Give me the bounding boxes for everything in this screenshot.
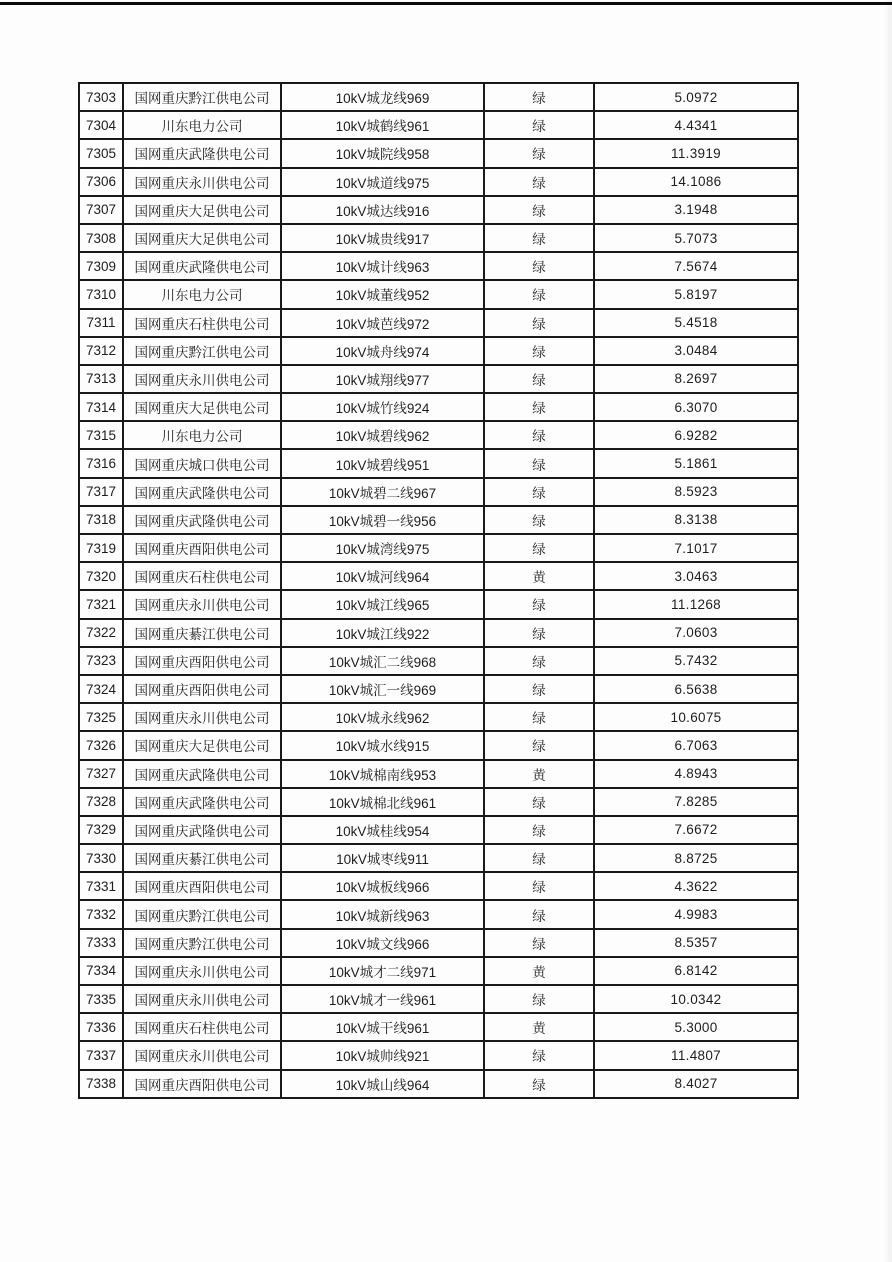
line-name-cell: 10kV城道线975	[281, 168, 484, 196]
company-cell: 国网重庆武隆供电公司	[123, 506, 281, 534]
metric-value-cell: 8.2697	[594, 365, 798, 393]
status-flag-cell: 绿	[484, 421, 594, 449]
table-row	[79, 929, 798, 957]
row-number-cell: 7336	[79, 1013, 123, 1041]
line-name-cell: 10kV城江线965	[281, 590, 484, 618]
status-flag-cell: 绿	[484, 111, 594, 139]
status-flag-cell: 绿	[484, 788, 594, 816]
row-number-cell: 7338	[79, 1070, 123, 1098]
line-name-cell: 10kV城芭线972	[281, 309, 484, 337]
company-cell: 国网重庆綦江供电公司	[123, 844, 281, 872]
table-body	[79, 83, 798, 1098]
table-row	[79, 957, 798, 985]
metric-value-cell: 8.8725	[594, 844, 798, 872]
status-flag-cell: 绿	[484, 675, 594, 703]
company-cell: 国网重庆永川供电公司	[123, 168, 281, 196]
table-row	[79, 1041, 798, 1069]
row-number-cell: 7309	[79, 252, 123, 280]
row-number-cell: 7312	[79, 337, 123, 365]
line-name-cell: 10kV城翔线977	[281, 365, 484, 393]
table-row	[79, 252, 798, 280]
table-row	[79, 111, 798, 139]
metric-value-cell: 3.0484	[594, 337, 798, 365]
metric-value-cell: 7.6672	[594, 816, 798, 844]
table-row	[79, 139, 798, 167]
line-name-cell: 10kV城龙线969	[281, 83, 484, 111]
status-flag-cell: 绿	[484, 83, 594, 111]
metric-value-cell: 3.1948	[594, 196, 798, 224]
metric-value-cell: 5.7432	[594, 647, 798, 675]
company-cell: 川东电力公司	[123, 111, 281, 139]
row-number-cell: 7313	[79, 365, 123, 393]
row-number-cell: 7307	[79, 196, 123, 224]
status-flag-cell: 绿	[484, 1041, 594, 1069]
table-row	[79, 760, 798, 788]
line-name-cell: 10kV城棉南线953	[281, 760, 484, 788]
status-flag-cell: 绿	[484, 224, 594, 252]
status-flag-cell: 黄	[484, 760, 594, 788]
row-number-cell: 7306	[79, 168, 123, 196]
line-name-cell: 10kV城永线962	[281, 703, 484, 731]
company-cell: 国网重庆永川供电公司	[123, 1041, 281, 1069]
row-number-cell: 7324	[79, 675, 123, 703]
table-row	[79, 590, 798, 618]
line-name-cell: 10kV城董线952	[281, 280, 484, 308]
table-row	[79, 506, 798, 534]
line-name-cell: 10kV城板线966	[281, 872, 484, 900]
scan-edge-shade	[884, 0, 892, 1262]
line-name-cell: 10kV城碧线962	[281, 421, 484, 449]
metric-value-cell: 10.6075	[594, 703, 798, 731]
company-cell: 国网重庆石柱供电公司	[123, 1013, 281, 1041]
company-cell: 国网重庆大足供电公司	[123, 224, 281, 252]
table-row	[79, 280, 798, 308]
status-flag-cell: 绿	[484, 703, 594, 731]
status-flag-cell: 绿	[484, 252, 594, 280]
row-number-cell: 7320	[79, 562, 123, 590]
table-row	[79, 562, 798, 590]
row-number-cell: 7321	[79, 590, 123, 618]
company-cell: 国网重庆武隆供电公司	[123, 478, 281, 506]
company-cell: 国网重庆大足供电公司	[123, 196, 281, 224]
status-flag-cell: 绿	[484, 139, 594, 167]
line-name-cell: 10kV城新线963	[281, 900, 484, 928]
line-name-cell: 10kV城碧线951	[281, 449, 484, 477]
line-name-cell: 10kV城山线964	[281, 1070, 484, 1098]
company-cell: 国网重庆永川供电公司	[123, 590, 281, 618]
company-cell: 国网重庆永川供电公司	[123, 703, 281, 731]
company-cell: 国网重庆酉阳供电公司	[123, 534, 281, 562]
line-name-cell: 10kV城湾线975	[281, 534, 484, 562]
row-number-cell: 7325	[79, 703, 123, 731]
table-row	[79, 83, 798, 111]
company-cell: 国网重庆石柱供电公司	[123, 562, 281, 590]
metric-value-cell: 7.0603	[594, 619, 798, 647]
company-cell: 国网重庆大足供电公司	[123, 731, 281, 759]
row-number-cell: 7333	[79, 929, 123, 957]
table-row	[79, 196, 798, 224]
line-name-cell: 10kV城文线966	[281, 929, 484, 957]
company-cell: 国网重庆城口供电公司	[123, 449, 281, 477]
metric-value-cell: 5.0972	[594, 83, 798, 111]
table-row	[79, 731, 798, 759]
line-name-cell: 10kV城棉北线961	[281, 788, 484, 816]
table-row	[79, 619, 798, 647]
table-row	[79, 647, 798, 675]
company-cell: 国网重庆黔江供电公司	[123, 83, 281, 111]
row-number-cell: 7331	[79, 872, 123, 900]
status-flag-cell: 绿	[484, 478, 594, 506]
metric-value-cell: 8.4027	[594, 1070, 798, 1098]
metric-value-cell: 8.5357	[594, 929, 798, 957]
status-flag-cell: 绿	[484, 365, 594, 393]
line-name-cell: 10kV城舟线974	[281, 337, 484, 365]
row-number-cell: 7332	[79, 900, 123, 928]
status-flag-cell: 绿	[484, 1070, 594, 1098]
metric-value-cell: 8.3138	[594, 506, 798, 534]
power-line-table	[78, 82, 799, 1099]
table-row	[79, 168, 798, 196]
row-number-cell: 7315	[79, 421, 123, 449]
status-flag-cell: 绿	[484, 280, 594, 308]
company-cell: 国网重庆黔江供电公司	[123, 337, 281, 365]
line-name-cell: 10kV城河线964	[281, 562, 484, 590]
company-cell: 国网重庆永川供电公司	[123, 957, 281, 985]
table-row	[79, 309, 798, 337]
line-name-cell: 10kV城才二线971	[281, 957, 484, 985]
company-cell: 国网重庆綦江供电公司	[123, 619, 281, 647]
row-number-cell: 7318	[79, 506, 123, 534]
metric-value-cell: 6.5638	[594, 675, 798, 703]
status-flag-cell: 绿	[484, 872, 594, 900]
metric-value-cell: 6.8142	[594, 957, 798, 985]
line-name-cell: 10kV城枣线911	[281, 844, 484, 872]
status-flag-cell: 黄	[484, 1013, 594, 1041]
table-row	[79, 703, 798, 731]
row-number-cell: 7308	[79, 224, 123, 252]
status-flag-cell: 绿	[484, 196, 594, 224]
metric-value-cell: 4.9983	[594, 900, 798, 928]
row-number-cell: 7317	[79, 478, 123, 506]
table-row	[79, 534, 798, 562]
status-flag-cell: 绿	[484, 590, 594, 618]
line-name-cell: 10kV城江线922	[281, 619, 484, 647]
metric-value-cell: 4.8943	[594, 760, 798, 788]
table-row	[79, 393, 798, 421]
metric-value-cell: 10.0342	[594, 985, 798, 1013]
status-flag-cell: 绿	[484, 844, 594, 872]
table-row	[79, 337, 798, 365]
table-row	[79, 365, 798, 393]
line-name-cell: 10kV城桂线954	[281, 816, 484, 844]
status-flag-cell: 绿	[484, 168, 594, 196]
table-row	[79, 421, 798, 449]
status-flag-cell: 绿	[484, 929, 594, 957]
metric-value-cell: 11.3919	[594, 139, 798, 167]
row-number-cell: 7329	[79, 816, 123, 844]
table-row	[79, 449, 798, 477]
metric-value-cell: 6.7063	[594, 731, 798, 759]
row-number-cell: 7323	[79, 647, 123, 675]
table-row	[79, 478, 798, 506]
metric-value-cell: 5.7073	[594, 224, 798, 252]
line-name-cell: 10kV城达线916	[281, 196, 484, 224]
scan-edge-line	[0, 2, 892, 5]
table-row	[79, 1013, 798, 1041]
company-cell: 国网重庆黔江供电公司	[123, 929, 281, 957]
status-flag-cell: 绿	[484, 534, 594, 562]
metric-value-cell: 3.0463	[594, 562, 798, 590]
status-flag-cell: 绿	[484, 647, 594, 675]
line-name-cell: 10kV城竹线924	[281, 393, 484, 421]
line-name-cell: 10kV城干线961	[281, 1013, 484, 1041]
row-number-cell: 7304	[79, 111, 123, 139]
metric-value-cell: 14.1086	[594, 168, 798, 196]
line-name-cell: 10kV城鹤线961	[281, 111, 484, 139]
row-number-cell: 7327	[79, 760, 123, 788]
table-row	[79, 788, 798, 816]
line-name-cell: 10kV城碧一线956	[281, 506, 484, 534]
row-number-cell: 7337	[79, 1041, 123, 1069]
company-cell: 国网重庆武隆供电公司	[123, 760, 281, 788]
metric-value-cell: 7.8285	[594, 788, 798, 816]
table-row	[79, 985, 798, 1013]
line-name-cell: 10kV城水线915	[281, 731, 484, 759]
metric-value-cell: 6.9282	[594, 421, 798, 449]
table-row	[79, 816, 798, 844]
status-flag-cell: 绿	[484, 449, 594, 477]
table-row	[79, 844, 798, 872]
row-number-cell: 7305	[79, 139, 123, 167]
line-name-cell: 10kV城汇一线969	[281, 675, 484, 703]
metric-value-cell: 8.5923	[594, 478, 798, 506]
company-cell: 国网重庆武隆供电公司	[123, 252, 281, 280]
company-cell: 国网重庆武隆供电公司	[123, 788, 281, 816]
line-name-cell: 10kV城才一线961	[281, 985, 484, 1013]
company-cell: 国网重庆永川供电公司	[123, 985, 281, 1013]
line-name-cell: 10kV城帅线921	[281, 1041, 484, 1069]
line-name-cell: 10kV城汇二线968	[281, 647, 484, 675]
company-cell: 国网重庆酉阳供电公司	[123, 872, 281, 900]
status-flag-cell: 绿	[484, 619, 594, 647]
company-cell: 川东电力公司	[123, 421, 281, 449]
metric-value-cell: 5.4518	[594, 309, 798, 337]
metric-value-cell: 11.1268	[594, 590, 798, 618]
metric-value-cell: 4.4341	[594, 111, 798, 139]
row-number-cell: 7303	[79, 83, 123, 111]
line-name-cell: 10kV城贵线917	[281, 224, 484, 252]
table-row	[79, 900, 798, 928]
metric-value-cell: 6.3070	[594, 393, 798, 421]
status-flag-cell: 绿	[484, 816, 594, 844]
company-cell: 国网重庆永川供电公司	[123, 365, 281, 393]
company-cell: 国网重庆石柱供电公司	[123, 309, 281, 337]
status-flag-cell: 绿	[484, 985, 594, 1013]
row-number-cell: 7335	[79, 985, 123, 1013]
table-row	[79, 872, 798, 900]
table-row	[79, 675, 798, 703]
status-flag-cell: 绿	[484, 393, 594, 421]
metric-value-cell: 7.1017	[594, 534, 798, 562]
table-row	[79, 224, 798, 252]
row-number-cell: 7319	[79, 534, 123, 562]
row-number-cell: 7326	[79, 731, 123, 759]
line-name-cell: 10kV城计线963	[281, 252, 484, 280]
company-cell: 国网重庆酉阳供电公司	[123, 675, 281, 703]
row-number-cell: 7314	[79, 393, 123, 421]
metric-value-cell: 5.8197	[594, 280, 798, 308]
company-cell: 国网重庆武隆供电公司	[123, 816, 281, 844]
line-name-cell: 10kV城碧二线967	[281, 478, 484, 506]
table-row	[79, 1070, 798, 1098]
metric-value-cell: 4.3622	[594, 872, 798, 900]
company-cell: 国网重庆武隆供电公司	[123, 139, 281, 167]
company-cell: 国网重庆大足供电公司	[123, 393, 281, 421]
row-number-cell: 7330	[79, 844, 123, 872]
row-number-cell: 7310	[79, 280, 123, 308]
company-cell: 国网重庆酉阳供电公司	[123, 1070, 281, 1098]
status-flag-cell: 绿	[484, 506, 594, 534]
metric-value-cell: 5.1861	[594, 449, 798, 477]
status-flag-cell: 绿	[484, 309, 594, 337]
status-flag-cell: 黄	[484, 957, 594, 985]
row-number-cell: 7328	[79, 788, 123, 816]
company-cell: 国网重庆黔江供电公司	[123, 900, 281, 928]
status-flag-cell: 绿	[484, 900, 594, 928]
row-number-cell: 7322	[79, 619, 123, 647]
row-number-cell: 7316	[79, 449, 123, 477]
row-number-cell: 7334	[79, 957, 123, 985]
metric-value-cell: 11.4807	[594, 1041, 798, 1069]
row-number-cell: 7311	[79, 309, 123, 337]
metric-value-cell: 7.5674	[594, 252, 798, 280]
line-name-cell: 10kV城院线958	[281, 139, 484, 167]
status-flag-cell: 绿	[484, 337, 594, 365]
status-flag-cell: 黄	[484, 562, 594, 590]
company-cell: 国网重庆酉阳供电公司	[123, 647, 281, 675]
metric-value-cell: 5.3000	[594, 1013, 798, 1041]
status-flag-cell: 绿	[484, 731, 594, 759]
company-cell: 川东电力公司	[123, 280, 281, 308]
